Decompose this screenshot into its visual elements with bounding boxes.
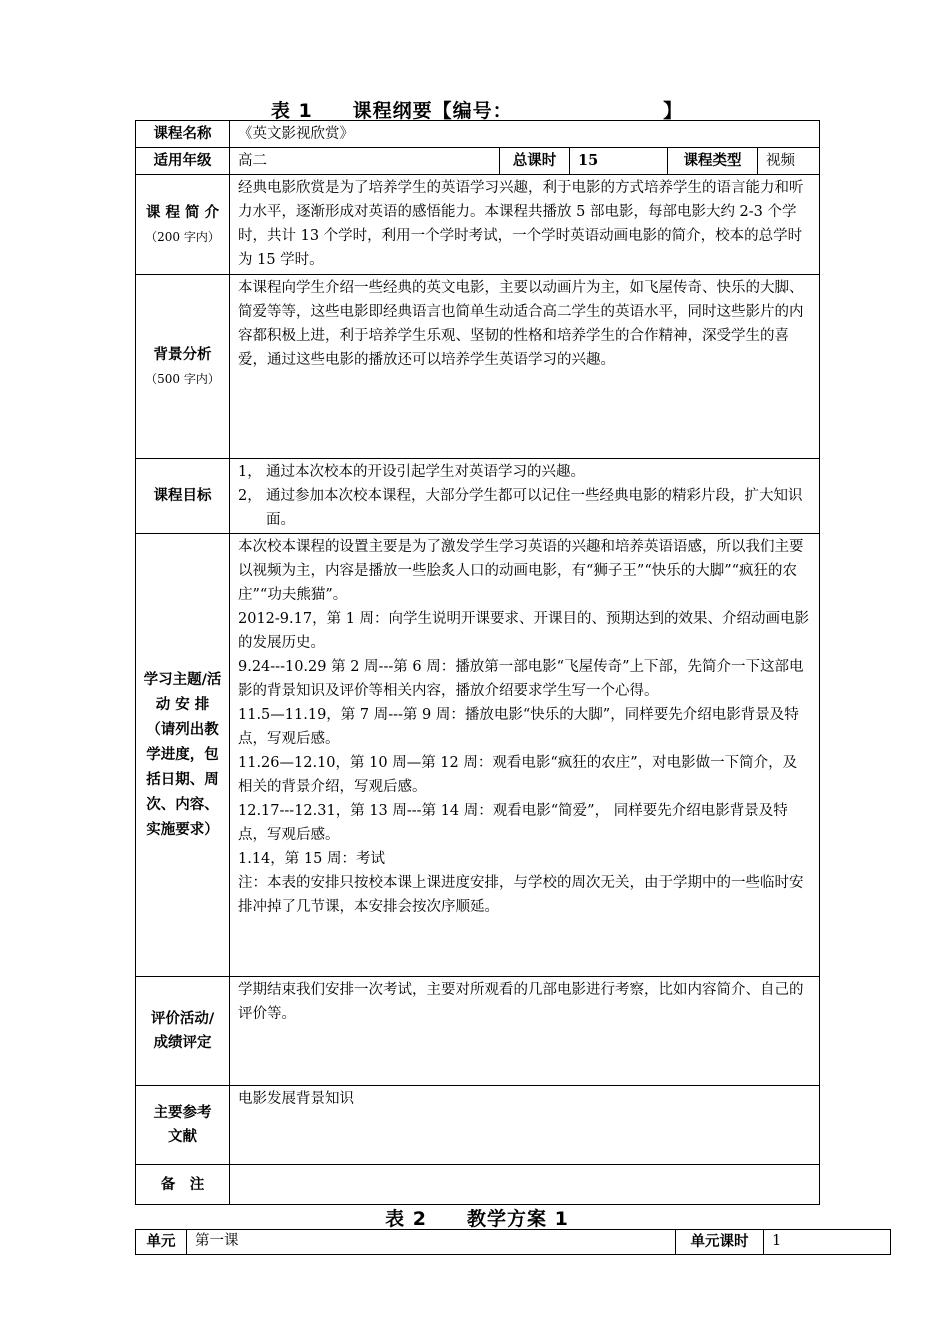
hours-value: 15 bbox=[570, 148, 668, 175]
plan-paragraph: 11.5—11.19，第 7 周---第 9 周：播放电影“快乐的大脚”，同样要先介绍电影背景及特点，写观后感。 bbox=[238, 707, 799, 747]
background-sub-label: （500 字内） bbox=[145, 371, 220, 386]
background-text: 本课程向学生介绍一些经典的英文电影，主要以动画片为主，如飞屋传奇、快乐的大脚、简爱等等，这些电影即经典语言也简单生动适合高二学生的英语水平，同时这些影片的内容都积极上进，利于培养学生乐观、坚韧的性格和培养学生的合作精神，深受学生的喜爱，通过这些电影的播放还可以培养学生英语学习的兴趣。 bbox=[230, 275, 820, 459]
eval-label: 评价活动/成绩评定 bbox=[136, 977, 230, 1086]
plan-paragraph: 2012-9.17，第 1 周：向学生说明开课要求、开课目的、预期达到的效果、介绍动画电影的发展历史。 bbox=[238, 611, 810, 651]
plan-paragraph: 1.14，第 15 周：考试 bbox=[238, 851, 385, 867]
row-intro bbox=[136, 175, 820, 275]
goal-text: 通过参加本次校本课程，大部分学生都可以记住一些经典电影的精彩片段，扩大知识面。 bbox=[266, 488, 803, 528]
row-course-name bbox=[136, 121, 820, 148]
goal-label: 课程目标 bbox=[136, 459, 230, 534]
plan-paragraph: 9.24---10.29 第 2 周---第 6 周：播放第一部电影“飞屋传奇”上下部，先简介一下这部电影的背景知识及评价等相关内容，播放介绍要求学生写一个心得。 bbox=[238, 659, 804, 699]
intro-sub-label: （200 字内） bbox=[145, 229, 220, 244]
background-label-cell bbox=[136, 275, 230, 459]
plan-label: 学习主题/活 动 安 排（请列出教学进度，包括日期、周次、内容、实施要求） bbox=[136, 534, 230, 977]
row-notes bbox=[136, 1165, 820, 1205]
goals-list bbox=[238, 460, 811, 532]
unit-label: 单元 bbox=[136, 1230, 187, 1255]
eval-text: 学期结束我们安排一次考试，主要对所观看的几部电影进行考察，比如内容简介、自己的评价等。 bbox=[230, 977, 820, 1086]
refs-label: 主要参考文献 bbox=[136, 1086, 230, 1165]
intro-label: 课 程 简 介 bbox=[145, 204, 220, 221]
plan-paragraph: 12.17---12.31，第 13 周---第 14 周：观看电影“简爱”， 同样要先介绍电影背景及特点，写观后感。 bbox=[238, 803, 788, 843]
goals-cell bbox=[230, 459, 820, 534]
background-label: 背景分析 bbox=[153, 346, 212, 363]
unit-hours-label: 单元课时 bbox=[676, 1230, 764, 1255]
plan-cell bbox=[230, 534, 820, 977]
plan-paragraph: 本次校本课程的设置主要是为了激发学生学习英语的兴趣和培养英语语感，所以我们主要以视频为主，内容是播放一些脍炙人口的动画电影，有“狮子王”“快乐的大脚”“疯狂的农庄”“功夫熊猫”。 bbox=[238, 539, 804, 603]
grade-label: 适用年级 bbox=[136, 148, 230, 175]
table2-title: 表 2 教学方案 1 bbox=[385, 1208, 569, 1230]
plan-paragraph: 11.26—12.10，第 10 周—第 12 周：观看电影“疯狂的农庄”，对电影做一下简介，及相关的背景介绍，写观后感。 bbox=[238, 755, 798, 795]
row-plan bbox=[136, 534, 820, 977]
row-refs bbox=[136, 1086, 820, 1165]
course-name-label: 课程名称 bbox=[136, 121, 230, 148]
refs-text: 电影发展背景知识 bbox=[230, 1086, 820, 1165]
intro-label-cell bbox=[136, 175, 230, 275]
unit-hours-value: 1 bbox=[764, 1230, 891, 1255]
goal-item bbox=[238, 484, 811, 532]
goal-item bbox=[238, 460, 811, 484]
type-value: 视频 bbox=[758, 148, 820, 175]
course-outline-table bbox=[135, 120, 820, 1205]
row-unit bbox=[136, 1230, 891, 1255]
plan-paragraph: 注：本表的安排只按校本课上课进度安排，与学校的周次无关，由于学期中的一些临时安排冲掉了几节课，本安排会按次序顺延。 bbox=[238, 875, 804, 915]
row-goals bbox=[136, 459, 820, 534]
grade-value: 高二 bbox=[230, 148, 500, 175]
table1-title: 表 1 课程纲要【编号： 】 bbox=[270, 100, 684, 122]
goal-number: 2， bbox=[238, 488, 262, 504]
hours-label: 总课时 bbox=[500, 148, 570, 175]
goal-text: 通过本次校本的开设引起学生对英语学习的兴趣。 bbox=[266, 464, 585, 480]
goal-number: 1， bbox=[238, 464, 262, 480]
unit-value: 第一课 bbox=[187, 1230, 676, 1255]
teaching-plan-table bbox=[135, 1229, 891, 1255]
intro-text: 经典电影欣赏是为了培养学生的英语学习兴趣，利于电影的方式培养学生的语言能力和听力水平，逐渐形成对英语的感悟能力。本课程共播放 5 部电影，每部电影大约 2-3 个学时，共计 13 个学时，利用一个学时考试，一个学时英语动画电影的简介，校本的总学时为 15 学时。 bbox=[230, 175, 820, 275]
type-label: 课程类型 bbox=[668, 148, 758, 175]
row-background bbox=[136, 275, 820, 459]
course-name-value: 《英文影视欣赏》 bbox=[230, 121, 820, 148]
notes-text bbox=[230, 1165, 820, 1205]
row-eval bbox=[136, 977, 820, 1086]
notes-label: 备 注 bbox=[136, 1165, 230, 1205]
row-grade bbox=[136, 148, 820, 175]
